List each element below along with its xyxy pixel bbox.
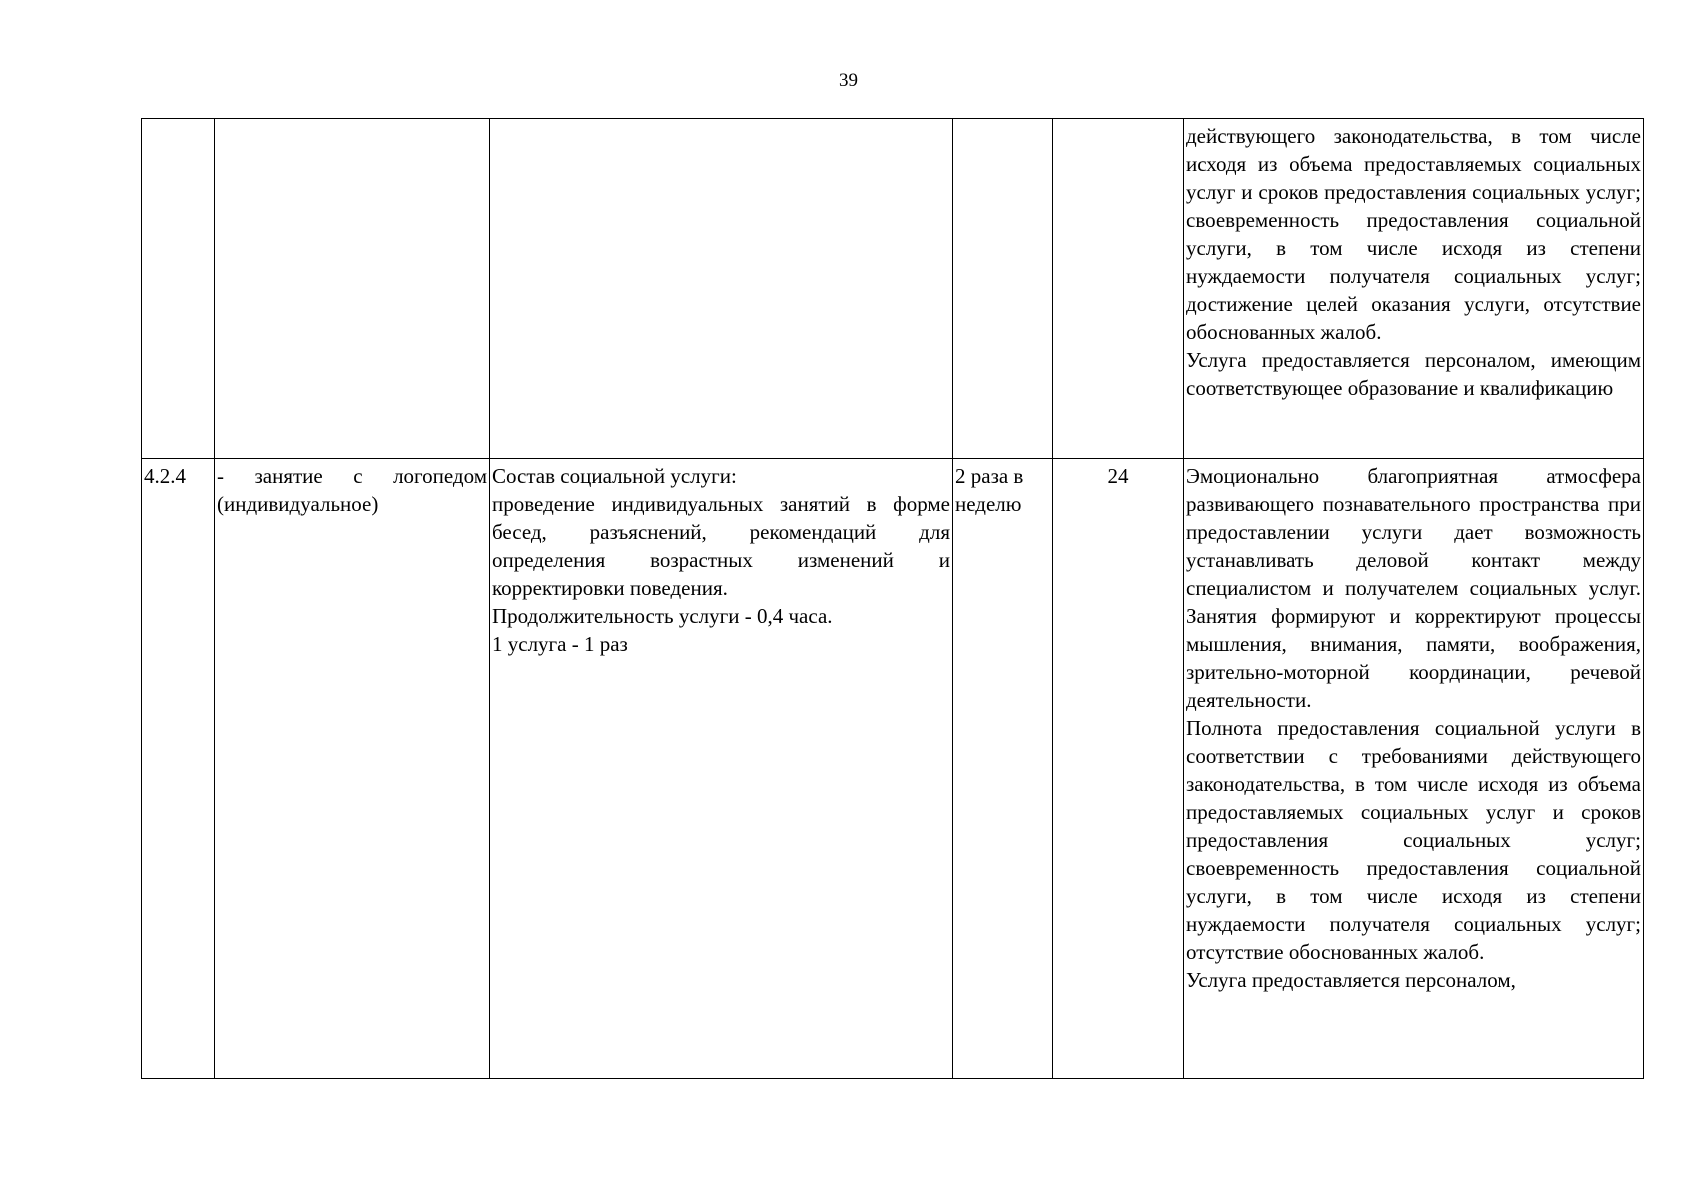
quality-paragraph: Эмоционально благоприятная атмосфера развивающего познавательного пространства при предоставлении услуги дает возможность устанавливать деловой контакт между специалистом и получателем социальных услуг. Занятия формируют и корректируют процессы мышления, внимания, памяти, воображения, зрительно-моторной координации, речевой деятельности.	[1186, 464, 1641, 712]
quality-paragraph: Услуга предоставляется персоналом, имеющим соответствующее образование и квалификацию	[1186, 348, 1641, 400]
cell-content	[490, 459, 953, 1079]
content-line: Состав социальной услуги:	[492, 464, 737, 488]
cell-name	[215, 119, 490, 459]
cell-quantity: 24	[1053, 459, 1184, 1079]
cell-content	[490, 119, 953, 459]
quality-paragraph: действующего законодательства, в том числе исходя из объема предоставляемых социальных услуг и сроков предоставления социальных услуг; своевременность предоставления социальной услуги, в том числе исходя из степени нуждаемости получателя социальных услуг; достижение целей оказания услуги, отсутствие обоснованных жалоб.	[1186, 124, 1641, 344]
cell-quality	[1184, 119, 1644, 459]
content-line: проведение индивидуальных занятий в форме бесед, разъяснений, рекомендаций для определения возрастных изменений и корректировки поведения.	[492, 492, 950, 600]
cell-quantity	[1053, 119, 1184, 459]
cell-frequency	[953, 119, 1053, 459]
services-table	[141, 118, 1644, 1079]
cell-quality	[1184, 459, 1644, 1079]
cell-code	[142, 119, 215, 459]
cell-frequency: 2 раза в неделю	[953, 459, 1053, 1079]
quality-paragraph: Услуга предоставляется персоналом,	[1186, 968, 1516, 992]
quality-paragraph: Полнота предоставления социальной услуги в соответствии с требованиями действующего законодательства, в том числе исходя из объема предоставляемых социальных услуг и сроков предоставления социальных услуг; своевременность предоставления социальной услуги, в том числе исходя из степени нуждаемости получателя социальных услуг; отсутствие обоснованных жалоб.	[1186, 716, 1641, 964]
service-name: - занятие с логопедом (индивидуальное)	[217, 464, 487, 516]
content-line: 1 услуга - 1 раз	[492, 632, 628, 656]
content-line: Продолжительность услуги - 0,4 часа.	[492, 604, 833, 628]
page-number: 39	[839, 70, 858, 91]
cell-name	[215, 459, 490, 1079]
table-row	[142, 459, 1644, 1079]
table-row	[142, 119, 1644, 459]
cell-code: 4.2.4	[142, 459, 215, 1079]
